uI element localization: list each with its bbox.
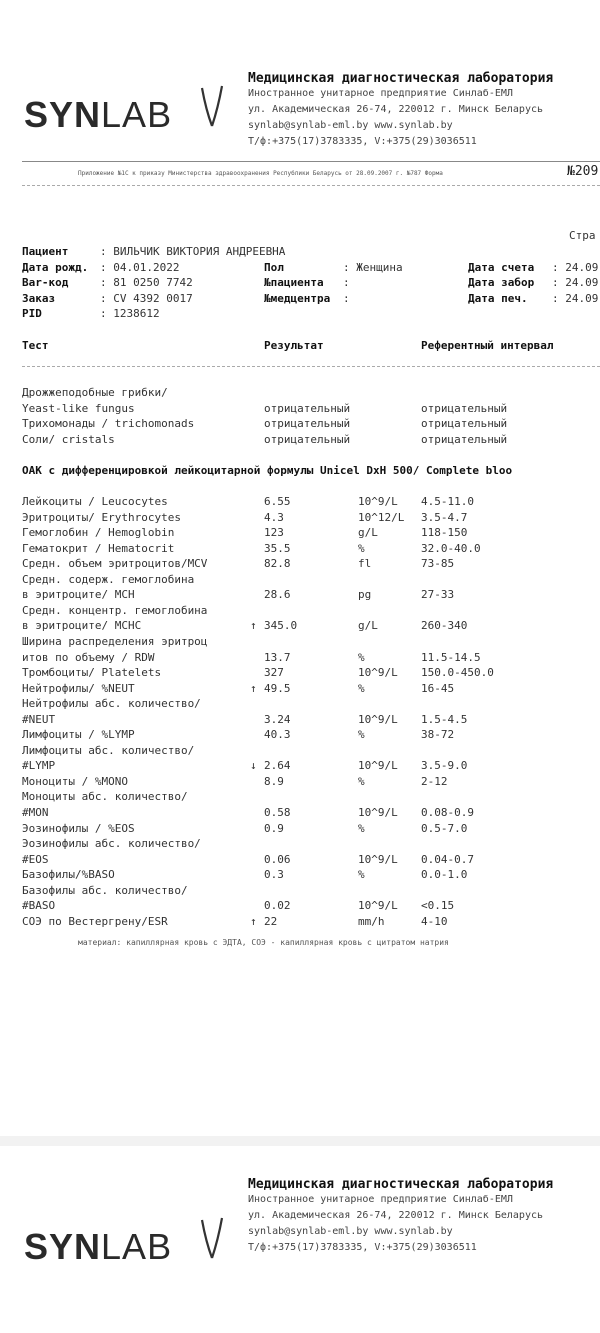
patient-number-label: №пациента (264, 276, 324, 289)
cbc-test-result: 327 (264, 666, 284, 680)
dob-value: : 04.01.2022 (100, 261, 180, 274)
sample-date-value: : 24.09 (552, 276, 599, 289)
form-number: №209 (567, 164, 599, 179)
cbc-test-result: 35.5 (264, 541, 291, 555)
cbc-test-result: 0.9 (264, 821, 284, 835)
cbc-test-ref: 0.0-1.0 (421, 868, 468, 882)
cbc-test-name: #BASO (22, 899, 56, 913)
cbc-test-ref: 0.04-0.7 (421, 852, 474, 866)
cbc-test-unit: % (358, 728, 365, 742)
cbc-test-unit: 10^9/L (358, 666, 398, 680)
cbc-test-name: Гемоглобин / Hemoglobin (22, 526, 175, 540)
cbc-test-name: в эритроците/ MCHC (22, 619, 142, 633)
sex-value: : Женщина (343, 261, 403, 274)
urine-test-ref: отрицательный (421, 432, 508, 446)
cbc-test-unit: 10^9/L (358, 806, 398, 819)
medcenter-label: №медцентра (264, 292, 331, 305)
cbc-test-result: 0.58 (264, 806, 291, 819)
cbc-test-name: Нейтрофилы абс. количество/ (22, 697, 201, 711)
cbc-test-name: Гематокрит / Hematocrit (22, 541, 175, 555)
cbc-test-name: Моноциты / %MONO (22, 774, 128, 788)
urine-test-name: Трихомонады / trichomonads (22, 417, 195, 430)
cbc-test-unit: g/L (358, 619, 378, 633)
page-label: Стра (569, 229, 596, 242)
cbc-test-ref: 27-33 (421, 588, 455, 602)
cbc-test-unit: % (358, 650, 365, 664)
cbc-test-ref: 2-12 (421, 774, 448, 788)
column-test: Тест (22, 339, 49, 352)
cbc-test-unit: mm/h (358, 914, 385, 928)
logo-light: LAB (101, 1226, 173, 1267)
cbc-test-ref: 11.5-14.5 (421, 650, 481, 664)
cbc-test-result: 4.3 (264, 510, 284, 524)
logo-bold: SYN (24, 94, 102, 135)
cbc-test-name: в эритроците/ MCH (22, 588, 135, 602)
cbc-test-name: Лейкоциты / Leucocytes (22, 495, 168, 508)
pid-label: PID (22, 307, 42, 320)
cbc-test-name: Эозинофилы / %EOS (22, 821, 135, 835)
cbc-test-name: #MON (22, 806, 49, 819)
cbc-test-result: 49.5 (264, 681, 291, 695)
invoice-date-value: : 24.09 (552, 261, 599, 274)
cbc-test-ref: 16-45 (421, 681, 455, 695)
cbc-test-name: Лимфоциты / %LYMP (22, 728, 135, 742)
lab-title-page2: Медицинская диагностическая лаборатория (248, 1177, 554, 1192)
logo-mark-icon (196, 82, 228, 130)
invoice-date-label: Дата счета (468, 261, 535, 274)
cbc-test-result: 28.6 (264, 588, 291, 602)
order-value: : CV 4392 0017 (100, 292, 193, 305)
columns-divider (22, 366, 600, 367)
address-line-page2: ул. Академическая 26-74, 220012 г. Минск Беларусь (248, 1210, 544, 1221)
page-break (0, 1136, 600, 1146)
barcode-value: : 81 0250 7742 (100, 276, 193, 289)
cbc-test-result: 82.8 (264, 557, 291, 571)
web-line-page2: synlab@synlab-eml.by www.synlab.by (248, 1226, 453, 1237)
synlab-logo-page2 (24, 1226, 172, 1268)
cbc-test-ref: 3.5-4.7 (421, 510, 468, 524)
cbc-test-unit: 10^12/L (358, 510, 405, 524)
cbc-flag-icon: ↓ (250, 759, 257, 773)
urine-test-result: отрицательный (264, 401, 351, 415)
cbc-test-name: Базофилы абс. количество/ (22, 883, 188, 897)
print-date-label: Дата печ. (468, 292, 528, 305)
org-line: Иностранное унитарное предприятие Синлаб-ЕМЛ (248, 88, 513, 99)
cbc-test-result: 2.64 (264, 759, 291, 773)
address-line: ул. Академическая 26-74, 220012 г. Минск Беларусь (248, 104, 544, 115)
order-divider (22, 185, 600, 186)
cbc-test-name: Средн. концентр. гемоглобина (22, 603, 208, 617)
cbc-test-unit: % (358, 868, 365, 882)
patient-name-label: Пациент (22, 245, 69, 258)
cbc-test-name: Средн. содерж. гемоглобина (22, 572, 195, 586)
cbc-test-ref: 0.08-0.9 (421, 806, 474, 819)
cbc-test-ref: 0.5-7.0 (421, 821, 468, 835)
cbc-test-ref: 150.0-450.0 (421, 666, 494, 680)
urine-test-ref: отрицательный (421, 401, 508, 415)
cbc-test-unit: fl (358, 557, 372, 571)
synlab-logo (24, 94, 172, 136)
order-label: Заказ (22, 292, 56, 305)
cbc-test-unit: g/L (358, 526, 378, 540)
cbc-test-name: Лимфоциты абс. количество/ (22, 743, 195, 757)
order-line: Приложение №1С к приказу Министерства здравоохранения Республики Беларусь от 28.09.2007 г. №787 Форма (78, 170, 443, 177)
cbc-test-unit: 10^9/L (358, 495, 398, 508)
urine-test-result: отрицательный (264, 432, 351, 446)
lab-title: Медицинская диагностическая лаборатория (248, 71, 554, 86)
cbc-test-name: Тромбоциты/ Platelets (22, 666, 162, 680)
cbc-test-result: 345.0 (264, 619, 298, 633)
logo-mark-icon (196, 1214, 228, 1262)
cbc-test-result: 13.7 (264, 650, 291, 664)
cbc-test-ref: 32.0-40.0 (421, 541, 481, 555)
cbc-test-unit: % (358, 541, 365, 555)
cbc-test-ref: <0.15 (421, 899, 455, 913)
cbc-test-result: 0.3 (264, 868, 284, 882)
cbc-test-unit: % (358, 774, 365, 788)
phone-line-page2: Т/ф:+375(17)3783335, V:+375(29)3036511 (248, 1242, 477, 1253)
cbc-test-unit: 10^9/L (358, 712, 398, 726)
cbc-test-ref: 3.5-9.0 (421, 759, 468, 773)
cbc-test-name: Эозинофилы абс. количество/ (22, 837, 201, 851)
column-result: Результат (264, 339, 324, 352)
cbc-test-result: 0.06 (264, 852, 291, 866)
material-note: материал: капиллярная кровь с ЭДТА, СОЭ - капиллярная кровь с цитратом натрия (78, 938, 449, 947)
urine-test-name: Yeast-like fungus (22, 401, 135, 415)
cbc-test-ref: 38-72 (421, 728, 455, 742)
column-ref: Референтный интервал (421, 339, 554, 352)
logo-light: LAB (101, 94, 173, 135)
logo-bold: SYN (24, 1226, 102, 1267)
cbc-test-name: Базофилы/%BASO (22, 868, 115, 882)
cbc-test-ref: 118-150 (421, 526, 468, 540)
cbc-test-unit: % (358, 681, 365, 695)
org-line-page2: Иностранное унитарное предприятие Синлаб-ЕМЛ (248, 1194, 513, 1205)
cbc-test-name: #NEUT (22, 712, 56, 726)
cbc-test-result: 0.02 (264, 899, 291, 913)
cbc-flag-icon: ↑ (250, 681, 257, 695)
cbc-test-unit: % (358, 821, 365, 835)
cbc-test-name: Моноциты абс. количество/ (22, 790, 188, 804)
phone-line: Т/ф:+375(17)3783335, V:+375(29)3036511 (248, 136, 477, 147)
cbc-test-name: Нейтрофилы/ %NEUT (22, 681, 135, 695)
web-line: synlab@synlab-eml.by www.synlab.by (248, 120, 453, 131)
cbc-test-result: 40.3 (264, 728, 291, 742)
cbc-test-unit: 10^9/L (358, 759, 398, 773)
medcenter-value: : (343, 292, 350, 305)
patient-name-value: : ВИЛЬЧИК ВИКТОРИЯ АНДРЕЕВНА (100, 245, 286, 258)
print-date-value: : 24.09 (552, 292, 599, 305)
urine-test-name: Соли/ cristals (22, 432, 115, 446)
cbc-test-name: СОЭ по Вестергрену/ESR (22, 914, 168, 928)
cbc-test-ref: 73-85 (421, 557, 455, 571)
cbc-test-name: #EOS (22, 852, 49, 866)
urine-test-name: Дрожжеподобные грибки/ (22, 386, 168, 399)
sex-label: Пол (264, 261, 284, 274)
cbc-test-ref: 4.5-11.0 (421, 495, 474, 508)
cbc-test-result: 8.9 (264, 774, 284, 788)
cbc-test-ref: 1.5-4.5 (421, 712, 468, 726)
sample-date-label: Дата забор (468, 276, 535, 289)
patient-number-value: : (343, 276, 350, 289)
cbc-test-unit: 10^9/L (358, 899, 398, 913)
cbc-flag-icon: ↑ (250, 914, 257, 928)
cbc-test-unit: pg (358, 588, 372, 602)
cbc-test-result: 123 (264, 526, 284, 540)
dob-label: Дата рожд. (22, 261, 89, 274)
cbc-flag-icon: ↑ (250, 619, 257, 633)
cbc-test-name: итов по объему / RDW (22, 650, 155, 664)
cbc-test-name: Ширина распределения эритроц (22, 634, 208, 648)
cbc-test-result: 22 (264, 914, 278, 928)
header-divider (22, 161, 600, 162)
cbc-test-name: Средн. объем эритроцитов/MCV (22, 557, 208, 571)
cbc-test-result: 3.24 (264, 712, 291, 726)
cbc-test-result: 6.55 (264, 495, 291, 508)
urine-test-ref: отрицательный (421, 417, 508, 430)
urine-test-result: отрицательный (264, 417, 351, 430)
cbc-test-unit: 10^9/L (358, 852, 398, 866)
cbc-test-name: Эритроциты/ Erythrocytes (22, 510, 181, 524)
section-title: ОАК с дифференцировкой лейкоцитарной формулы Unicel DxH 500/ Complete bloo (22, 464, 513, 477)
cbc-test-name: #LYMP (22, 759, 56, 773)
pid-value: : 1238612 (100, 307, 160, 320)
cbc-test-ref: 260-340 (421, 619, 468, 633)
cbc-test-ref: 4-10 (421, 914, 448, 928)
barcode-label: Bar-код (22, 276, 69, 289)
